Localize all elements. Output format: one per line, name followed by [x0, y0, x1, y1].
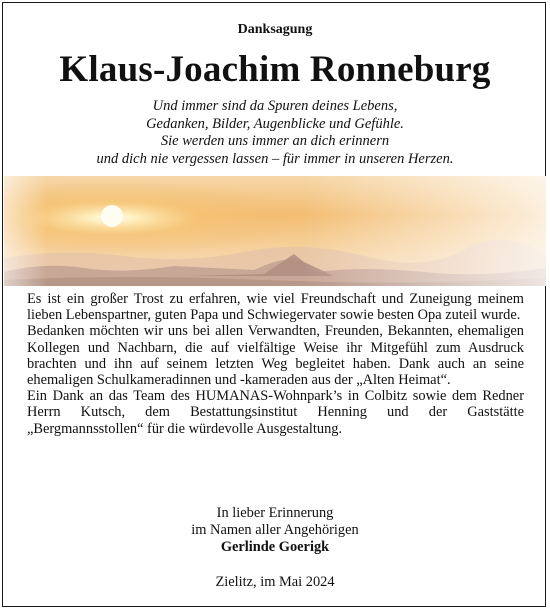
paragraph: Bedanken möchten wir uns bei allen Verwandten, Freunden, Bekannten, ehemaligen Kollegen und Nachbarn, die auf vielfältige Weise ihr Mitgefühl zum Ausdruck brachten und ihn auf seinem letzten Weg begleitet haben. Dank auch an seine ehemaligen Schulkameradinnen und -kameraden aus der „Alten Heimat“.: [27, 323, 524, 389]
paragraph: Es ist ein großer Trost zu erfahren, wie viel Freundschaft und Zuneigung meinem lieben Lebenspartner, guten Papa und Schwiegervater sowie besten Opa zuteil wurde.: [27, 291, 524, 324]
deceased-name: Klaus-Joachim Ronneburg: [59, 49, 491, 90]
poem-line: Sie werden uns immer an dich erinnern: [160, 133, 390, 149]
poem-line: Und immer sind da Spuren deines Lebens,: [152, 98, 398, 114]
signer-name: Gerlinde Goerigk: [220, 539, 330, 555]
closing-line: im Namen aller Angehörigen: [191, 522, 359, 538]
paragraph: Ein Dank an das Team des HUMANAS-Wohnpark’s in Colbitz sowie dem Redner Herrn Kutsch, dem Bestattungsinstitut Henning und der Gaststätte „Bergmannsstollen“ für die würdevolle Ausgestaltung.: [27, 388, 524, 437]
heading: Danksagung: [237, 22, 313, 37]
poem-line: und dich nie vergessen lassen – für immer in unseren Herzen.: [96, 150, 454, 167]
sunset-mountains-image: [4, 176, 546, 286]
place-date: Zielitz, im Mai 2024: [215, 574, 335, 590]
message-body: [27, 291, 524, 437]
poem-line: Gedanken, Bilder, Augenblicke und Gefühle.: [146, 115, 404, 132]
closing-block: [0, 505, 550, 591]
closing-line: In lieber Erinnerung: [216, 505, 334, 521]
poem: [0, 98, 550, 168]
